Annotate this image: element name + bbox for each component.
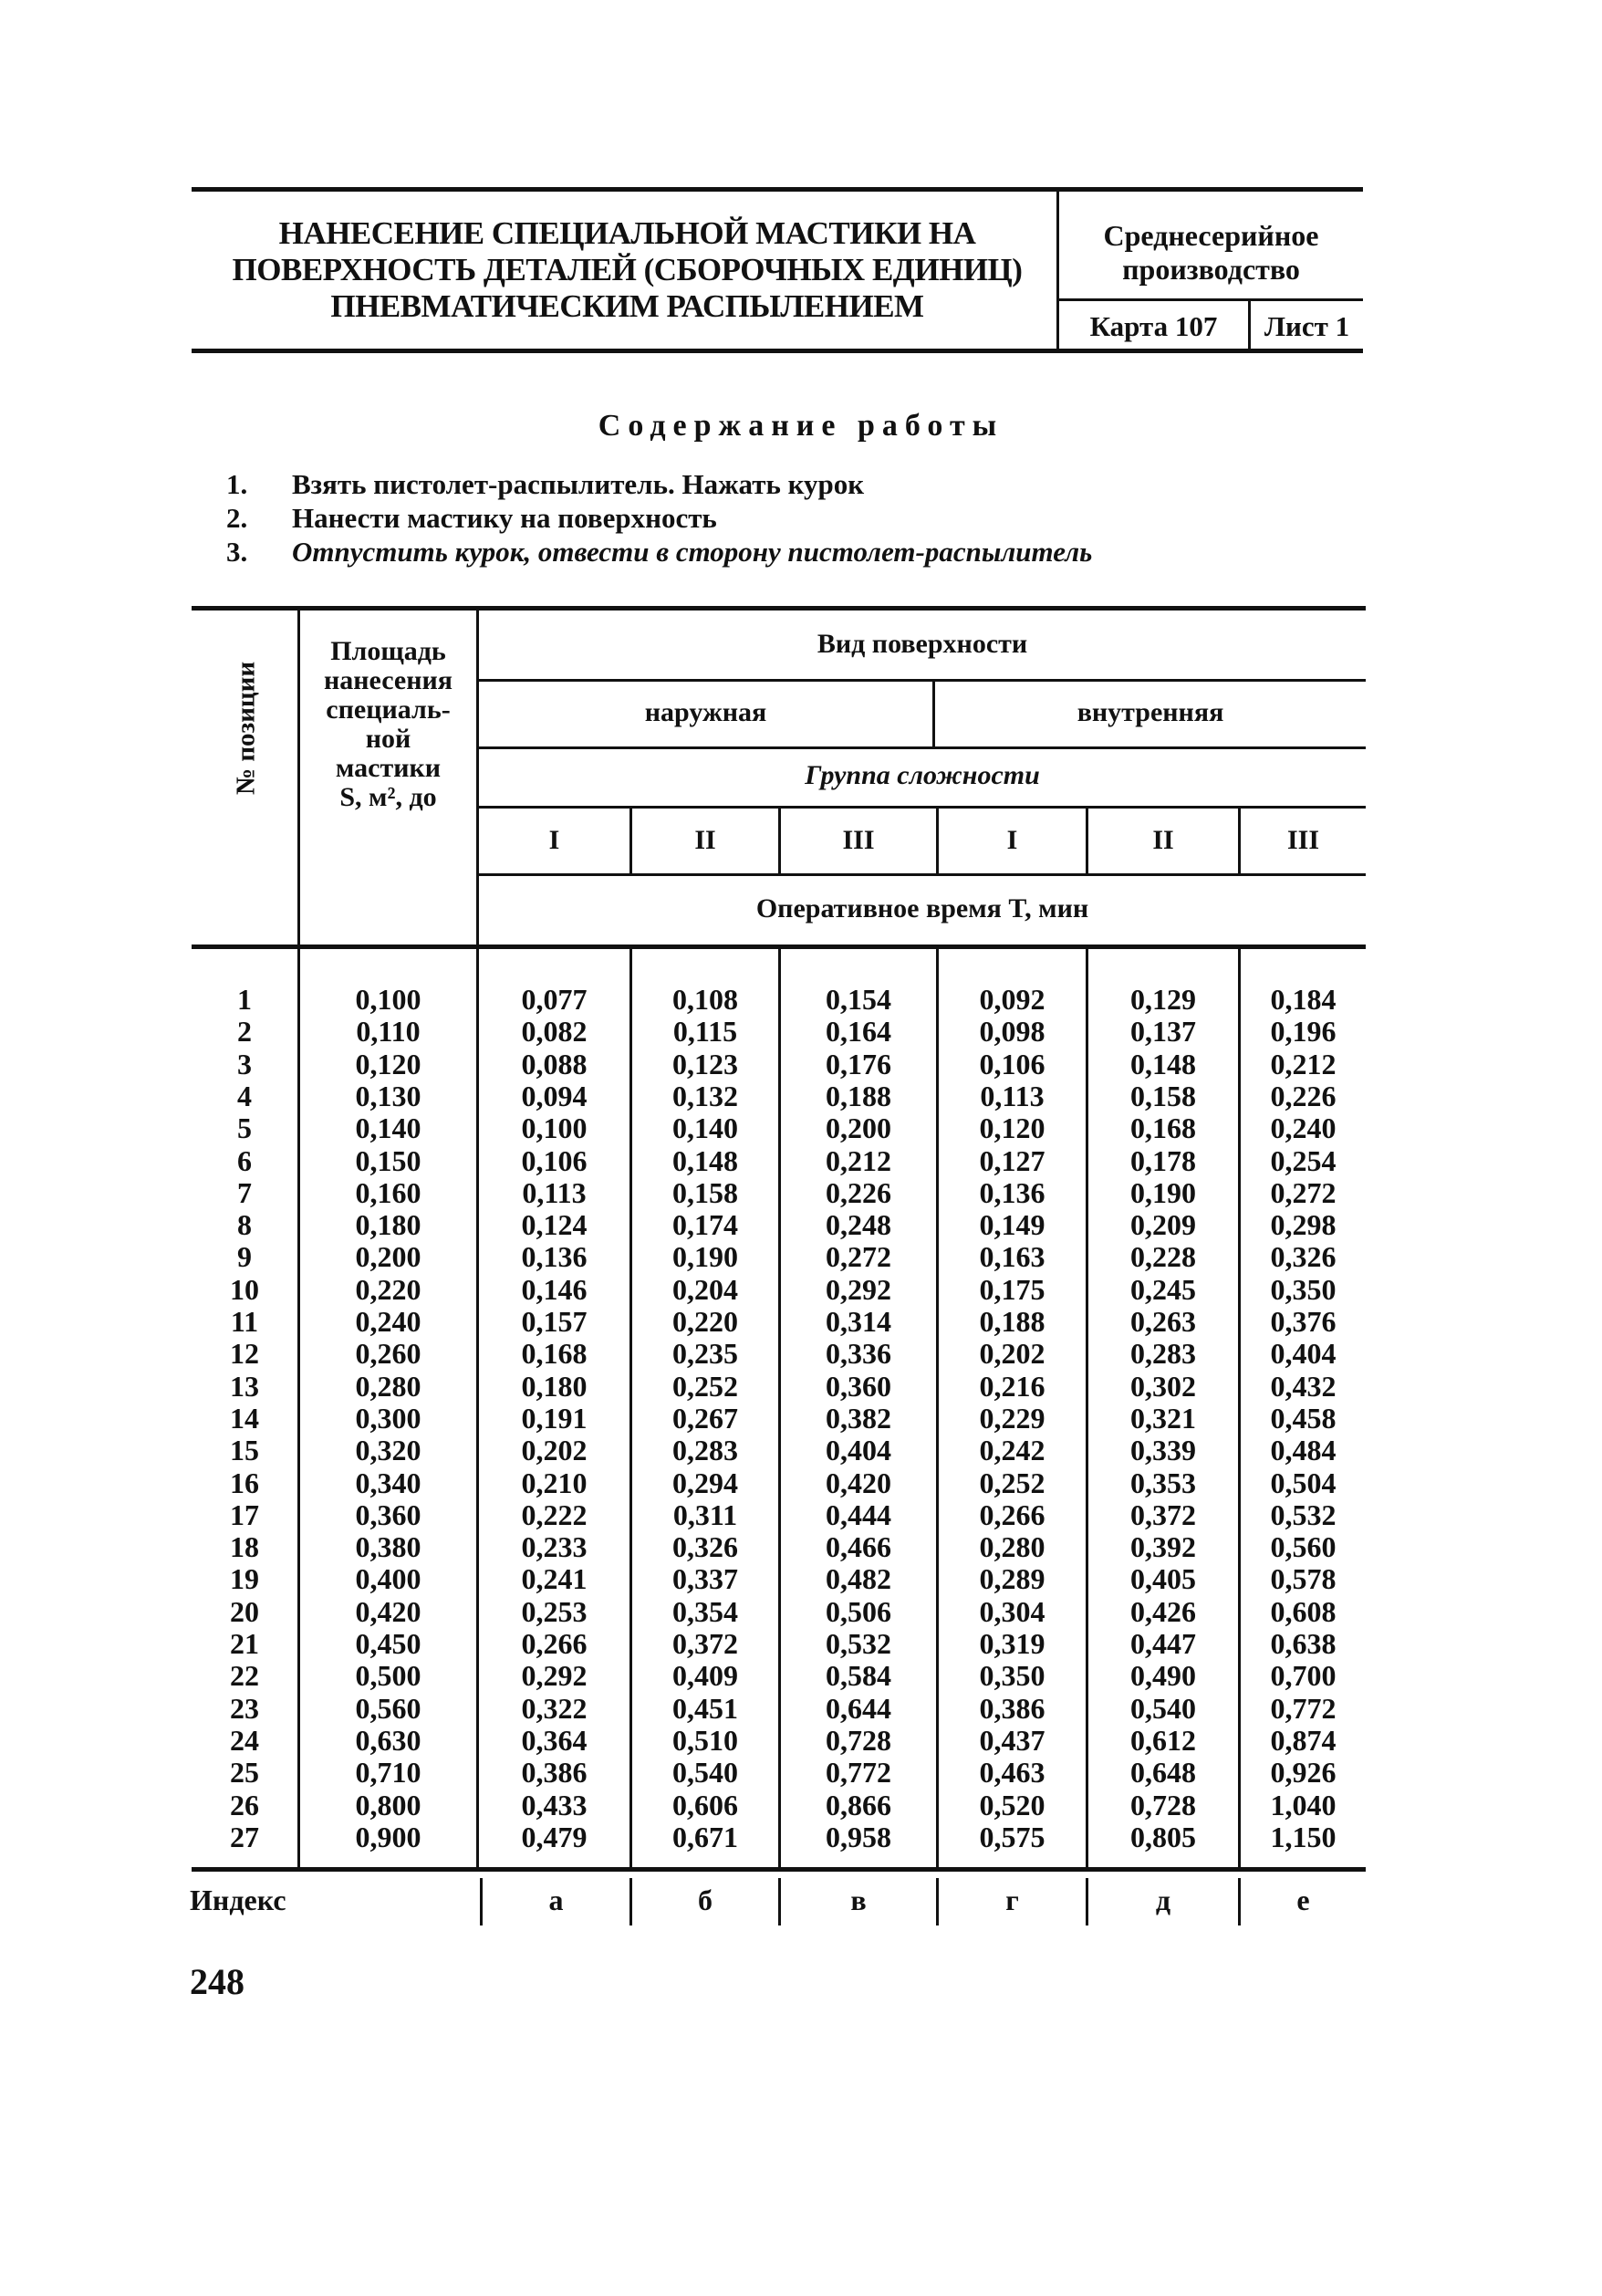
table-row — [0, 1049, 1602, 1080]
time-cell: 0,386 — [521, 1756, 588, 1790]
area-cell: 0,240 — [355, 1305, 421, 1338]
time-cell: 0,294 — [672, 1466, 738, 1499]
area-cell: 0,500 — [355, 1659, 421, 1693]
table-row — [0, 1080, 1602, 1112]
time-cell: 0,490 — [1130, 1659, 1196, 1693]
table-row — [0, 1660, 1602, 1692]
table-row — [0, 1757, 1602, 1789]
area-cell: 0,710 — [355, 1756, 421, 1790]
time-cell: 0,482 — [826, 1562, 891, 1596]
time-cell: 0,098 — [979, 1015, 1045, 1049]
area-header-line: Площадь — [330, 636, 446, 666]
time-cell: 0,164 — [826, 1015, 891, 1049]
time-cell: 0,700 — [1270, 1659, 1337, 1693]
position-header-text: № позиции — [231, 661, 261, 796]
position-cell: 22 — [230, 1659, 259, 1693]
time-cell: 0,216 — [979, 1369, 1045, 1403]
position-cell: 16 — [230, 1466, 259, 1499]
time-cell: 0,094 — [521, 1079, 588, 1112]
production-line: производство — [1122, 253, 1300, 286]
time-cell: 0,210 — [521, 1466, 588, 1499]
area-cell: 0,320 — [355, 1434, 421, 1467]
time-cell: 0,190 — [1130, 1175, 1196, 1209]
table-row — [0, 1177, 1602, 1209]
step-number: 1. — [226, 468, 248, 500]
time-cell: 0,202 — [979, 1337, 1045, 1371]
time-cell: 0,163 — [979, 1240, 1045, 1274]
index-cell: а — [548, 1884, 564, 1916]
table-row — [0, 1467, 1602, 1499]
position-cell: 19 — [230, 1562, 259, 1596]
time-cell: 0,728 — [1130, 1788, 1196, 1821]
time-cell: 0,148 — [1130, 1047, 1196, 1080]
index-cell: г — [1005, 1884, 1019, 1916]
area-cell: 0,160 — [355, 1175, 421, 1209]
area-cell: 0,110 — [356, 1015, 421, 1049]
time-cell: 0,266 — [979, 1498, 1045, 1531]
time-cell: 0,866 — [826, 1788, 891, 1821]
area-header-line: мастики — [335, 753, 442, 783]
time-cell: 0,235 — [672, 1337, 738, 1371]
time-cell: 0,113 — [522, 1175, 587, 1209]
table-row — [0, 1563, 1602, 1595]
time-cell: 0,451 — [672, 1691, 738, 1725]
time-cell: 0,263 — [1130, 1305, 1196, 1338]
area-cell: 0,100 — [355, 983, 421, 1016]
area-cell: 0,200 — [355, 1240, 421, 1274]
time-cell: 0,146 — [521, 1272, 588, 1306]
table-row — [0, 1403, 1602, 1435]
time-cell: 0,190 — [672, 1240, 738, 1274]
section-title: Содержание работы — [598, 409, 1004, 443]
time-cell: 0,137 — [1130, 1015, 1196, 1049]
page-number: 248 — [190, 1961, 244, 2002]
time-cell: 0,226 — [1270, 1079, 1337, 1112]
time-cell: 0,228 — [1130, 1240, 1196, 1274]
time-cell: 0,088 — [521, 1047, 588, 1080]
table-row — [0, 1821, 1602, 1853]
time-cell: 0,532 — [826, 1627, 891, 1660]
time-cell: 0,178 — [1130, 1143, 1196, 1177]
time-cell: 0,113 — [980, 1079, 1045, 1112]
time-cell: 0,386 — [979, 1691, 1045, 1725]
time-cell: 0,154 — [826, 983, 891, 1016]
time-cell: 0,926 — [1270, 1756, 1337, 1790]
area-cell: 0,400 — [355, 1562, 421, 1596]
time-cell: 0,364 — [521, 1723, 588, 1757]
time-cell: 0,644 — [826, 1691, 891, 1725]
time-cell: 0,202 — [521, 1434, 588, 1467]
time-cell: 0,322 — [521, 1691, 588, 1725]
time-cell: 0,149 — [979, 1208, 1045, 1242]
time-cell: 0,311 — [672, 1498, 738, 1531]
area-cell: 0,560 — [355, 1691, 421, 1725]
position-cell: 1 — [237, 983, 252, 1016]
position-cell: 14 — [230, 1401, 259, 1435]
time-cell: 0,212 — [826, 1143, 891, 1177]
outer-header: наружная — [644, 697, 767, 727]
position-cell: 12 — [230, 1337, 259, 1371]
header-rule — [476, 873, 1366, 876]
position-cell: 9 — [237, 1240, 252, 1274]
time-cell: 0,280 — [979, 1530, 1045, 1564]
time-cell: 0,272 — [1270, 1175, 1337, 1209]
position-cell: 26 — [230, 1788, 259, 1821]
time-cell: 0,188 — [979, 1305, 1045, 1338]
time-cell: 0,304 — [979, 1594, 1045, 1628]
time-cell: 0,404 — [826, 1434, 891, 1467]
table-row — [0, 1274, 1602, 1306]
area-cell: 0,120 — [355, 1047, 421, 1080]
area-cell: 0,180 — [355, 1208, 421, 1242]
position-cell: 27 — [230, 1820, 259, 1853]
time-cell: 0,292 — [826, 1272, 891, 1306]
time-cell: 0,248 — [826, 1208, 891, 1242]
area-cell: 0,220 — [355, 1272, 421, 1306]
time-cell: 0,123 — [672, 1047, 738, 1080]
table-row — [0, 1145, 1602, 1177]
position-cell: 10 — [230, 1272, 259, 1306]
time-cell: 0,092 — [979, 983, 1045, 1016]
time-cell: 0,638 — [1270, 1627, 1337, 1660]
time-cell: 0,958 — [826, 1820, 891, 1853]
position-cell: 24 — [230, 1723, 259, 1757]
time-cell: 0,124 — [521, 1208, 588, 1242]
table-row — [0, 1338, 1602, 1370]
time-cell: 0,504 — [1270, 1466, 1337, 1499]
time-cell: 0,168 — [1130, 1111, 1196, 1145]
position-cell: 20 — [230, 1594, 259, 1628]
time-cell: 0,283 — [672, 1434, 738, 1467]
time-cell: 0,272 — [826, 1240, 891, 1274]
area-cell: 0,900 — [355, 1820, 421, 1853]
area-cell: 0,420 — [355, 1594, 421, 1628]
position-cell: 4 — [237, 1079, 252, 1112]
area-cell: 0,340 — [355, 1466, 421, 1499]
time-cell: 0,100 — [521, 1111, 588, 1145]
area-cell: 0,300 — [355, 1401, 421, 1435]
table-row — [0, 1209, 1602, 1241]
time-cell: 0,540 — [1130, 1691, 1196, 1725]
position-cell: 2 — [237, 1015, 252, 1049]
time-cell: 0,350 — [1270, 1272, 1337, 1306]
time-cell: 0,129 — [1130, 983, 1196, 1016]
surface-type-header: Вид поверхности — [817, 629, 1028, 659]
time-cell: 0,608 — [1270, 1594, 1337, 1628]
table-row — [0, 1016, 1602, 1048]
time-cell: 0,772 — [826, 1756, 891, 1790]
title-line: ПНЕВМАТИЧЕСКИМ РАСПЫЛЕНИЕМ — [330, 288, 924, 324]
position-cell: 8 — [237, 1208, 252, 1242]
index-cell: е — [1296, 1884, 1310, 1916]
time-cell: 0,229 — [979, 1401, 1045, 1435]
title-line: НАНЕСЕНИЕ СПЕЦИАЛЬНОЙ МАСТИКИ НА — [278, 215, 976, 251]
time-cell: 0,204 — [672, 1272, 738, 1306]
time-cell: 0,447 — [1130, 1627, 1196, 1660]
time-cell: 0,874 — [1270, 1723, 1337, 1757]
time-cell: 0,728 — [826, 1723, 891, 1757]
table-row — [0, 1790, 1602, 1821]
header-rule — [476, 806, 1366, 809]
time-cell: 0,612 — [1130, 1723, 1196, 1757]
time-cell: 0,176 — [826, 1047, 891, 1080]
time-cell: 0,426 — [1130, 1594, 1196, 1628]
table-row — [0, 1435, 1602, 1466]
time-cell: 0,267 — [672, 1401, 738, 1435]
time-cell: 0,136 — [979, 1175, 1045, 1209]
area-cell: 0,150 — [355, 1143, 421, 1177]
production-line: Среднесерийное — [1103, 219, 1319, 252]
table-row — [0, 1499, 1602, 1531]
index-cell: в — [850, 1884, 867, 1916]
time-cell: 0,506 — [826, 1594, 891, 1628]
position-cell: 3 — [237, 1047, 252, 1080]
time-cell: 0,360 — [826, 1369, 891, 1403]
time-cell: 0,254 — [1270, 1143, 1337, 1177]
step-number: 3. — [226, 536, 248, 568]
group-header: III — [842, 825, 875, 855]
time-cell: 0,405 — [1130, 1562, 1196, 1596]
time-cell: 0,115 — [672, 1015, 738, 1049]
time-cell: 0,245 — [1130, 1272, 1196, 1306]
header-rule — [476, 746, 1366, 749]
table-bottom-rule — [192, 1867, 1366, 1872]
position-cell: 23 — [230, 1691, 259, 1725]
time-cell: 0,671 — [672, 1820, 738, 1853]
time-cell: 0,560 — [1270, 1530, 1337, 1564]
time-cell: 0,772 — [1270, 1691, 1337, 1725]
time-cell: 0,191 — [521, 1401, 588, 1435]
table-row — [0, 984, 1602, 1016]
time-cell: 0,184 — [1270, 983, 1337, 1016]
time-cell: 0,319 — [979, 1627, 1045, 1660]
time-cell: 0,140 — [672, 1111, 738, 1145]
table-row — [0, 1531, 1602, 1563]
time-cell: 0,326 — [1270, 1240, 1337, 1274]
time-cell: 0,350 — [979, 1659, 1045, 1693]
time-cell: 0,241 — [521, 1562, 588, 1596]
time-cell: 0,584 — [826, 1659, 891, 1693]
time-cell: 0,158 — [672, 1175, 738, 1209]
time-cell: 1,040 — [1270, 1788, 1337, 1821]
time-cell: 0,606 — [672, 1788, 738, 1821]
table-row — [0, 1596, 1602, 1628]
time-cell: 0,132 — [672, 1079, 738, 1112]
time-cell: 0,510 — [672, 1723, 738, 1757]
position-cell: 21 — [230, 1627, 259, 1660]
time-cell: 0,575 — [979, 1820, 1045, 1853]
group-header: III — [1286, 825, 1320, 855]
time-cell: 0,209 — [1130, 1208, 1196, 1242]
time-cell: 0,409 — [672, 1659, 738, 1693]
time-cell: 0,354 — [672, 1594, 738, 1628]
time-cell: 0,168 — [521, 1337, 588, 1371]
area-cell: 0,450 — [355, 1627, 421, 1660]
time-cell: 0,148 — [672, 1143, 738, 1177]
time-cell: 0,302 — [1130, 1369, 1196, 1403]
time-cell: 0,444 — [826, 1498, 891, 1531]
time-cell: 0,314 — [826, 1305, 891, 1338]
time-cell: 0,392 — [1130, 1530, 1196, 1564]
position-cell: 6 — [237, 1143, 252, 1177]
time-cell: 0,283 — [1130, 1337, 1196, 1371]
time-cell: 0,520 — [979, 1788, 1045, 1821]
step-text: Взять пистолет-распылитель. Нажать курок — [292, 468, 865, 500]
area-header-line: специаль- — [326, 694, 451, 725]
time-cell: 0,353 — [1130, 1466, 1196, 1499]
time-cell: 0,077 — [521, 983, 588, 1016]
time-cell: 0,106 — [521, 1143, 588, 1177]
time-cell: 0,174 — [672, 1208, 738, 1242]
time-cell: 0,196 — [1270, 1015, 1337, 1049]
group-header: I — [1006, 825, 1018, 855]
step-number: 2. — [226, 502, 248, 534]
time-cell: 0,240 — [1270, 1111, 1337, 1145]
step-text: Нанести мастику на поверхность — [292, 502, 717, 534]
time-cell: 0,484 — [1270, 1434, 1337, 1467]
time-cell: 0,437 — [979, 1723, 1045, 1757]
time-cell: 0,372 — [672, 1627, 738, 1660]
index-cell: б — [698, 1884, 713, 1916]
time-cell: 0,266 — [521, 1627, 588, 1660]
time-cell: 0,420 — [826, 1466, 891, 1499]
area-cell: 0,630 — [355, 1723, 421, 1757]
index-label: Индекс — [190, 1884, 286, 1916]
time-cell: 0,404 — [1270, 1337, 1337, 1371]
step-text: Отпустить курок, отвести в сторону пистолет-распылитель — [292, 536, 1093, 568]
time-cell: 0,188 — [826, 1079, 891, 1112]
time-cell: 0,106 — [979, 1047, 1045, 1080]
time-cell: 0,158 — [1130, 1079, 1196, 1112]
index-cell: д — [1155, 1884, 1171, 1916]
area-header-line: нанесения — [323, 665, 453, 695]
time-cell: 0,578 — [1270, 1562, 1337, 1596]
area-header-line: S, м², до — [339, 782, 437, 812]
position-cell: 5 — [237, 1111, 252, 1145]
time-cell: 0,805 — [1130, 1820, 1196, 1853]
time-cell: 0,212 — [1270, 1047, 1337, 1080]
title-line: ПОВЕРХНОСТЬ ДЕТАЛЕЙ (СБОРОЧНЫХ ЕДИНИЦ) — [232, 252, 1023, 287]
time-cell: 0,326 — [672, 1530, 738, 1564]
time-cell: 0,180 — [521, 1369, 588, 1403]
time-cell: 1,150 — [1270, 1820, 1337, 1853]
position-cell: 18 — [230, 1530, 259, 1564]
position-cell: 15 — [230, 1434, 259, 1467]
time-cell: 0,253 — [521, 1594, 588, 1628]
time-cell: 0,108 — [672, 983, 738, 1016]
table-top-rule — [192, 606, 1366, 611]
time-cell: 0,458 — [1270, 1401, 1337, 1435]
card-number: Карта 107 — [1089, 310, 1218, 342]
time-cell: 0,222 — [521, 1498, 588, 1531]
area-cell: 0,360 — [355, 1498, 421, 1531]
area-cell: 0,130 — [355, 1079, 421, 1112]
area-cell: 0,140 — [355, 1111, 421, 1145]
position-cell: 25 — [230, 1756, 259, 1790]
time-cell: 0,289 — [979, 1562, 1045, 1596]
time-cell: 0,372 — [1130, 1498, 1196, 1531]
time-cell: 0,432 — [1270, 1369, 1337, 1403]
area-cell: 0,260 — [355, 1337, 421, 1371]
time-cell: 0,321 — [1130, 1401, 1196, 1435]
time-cell: 0,648 — [1130, 1756, 1196, 1790]
time-cell: 0,175 — [979, 1272, 1045, 1306]
position-cell: 11 — [230, 1305, 259, 1338]
table-row — [0, 1371, 1602, 1403]
time-cell: 0,252 — [979, 1466, 1045, 1499]
position-cell: 7 — [237, 1175, 252, 1209]
group-header: II — [1152, 825, 1174, 855]
table-row — [0, 1306, 1602, 1338]
time-cell: 0,337 — [672, 1562, 738, 1596]
header-rule — [476, 679, 1366, 682]
time-cell: 0,382 — [826, 1401, 891, 1435]
time-cell: 0,463 — [979, 1756, 1045, 1790]
area-cell: 0,800 — [355, 1788, 421, 1821]
area-cell: 0,380 — [355, 1530, 421, 1564]
time-cell: 0,157 — [521, 1305, 588, 1338]
time-cell: 0,252 — [672, 1369, 738, 1403]
inner-header: внутренняя — [1077, 697, 1224, 727]
time-cell: 0,479 — [521, 1820, 588, 1853]
complexity-header: Группа сложности — [805, 760, 1040, 790]
table-row — [0, 1241, 1602, 1273]
table-row — [0, 1628, 1602, 1660]
position-cell: 17 — [230, 1498, 259, 1531]
area-header — [300, 637, 476, 812]
position-cell: 13 — [230, 1369, 259, 1403]
area-header-line: ной — [365, 724, 411, 754]
time-cell: 0,200 — [826, 1111, 891, 1145]
time-cell: 0,233 — [521, 1530, 588, 1564]
time-cell: 0,136 — [521, 1240, 588, 1274]
position-header — [223, 637, 270, 819]
time-cell: 0,466 — [826, 1530, 891, 1564]
time-cell: 0,082 — [521, 1015, 588, 1049]
time-cell: 0,292 — [521, 1659, 588, 1693]
time-cell: 0,339 — [1130, 1434, 1196, 1467]
time-cell: 0,540 — [672, 1756, 738, 1790]
table-row — [0, 1112, 1602, 1144]
time-cell: 0,120 — [979, 1111, 1045, 1145]
time-header: Оперативное время T, мин — [755, 893, 1089, 924]
time-cell: 0,226 — [826, 1175, 891, 1209]
time-cell: 0,336 — [826, 1337, 891, 1371]
time-cell: 0,220 — [672, 1305, 738, 1338]
table-row — [0, 1725, 1602, 1757]
group-header: II — [694, 825, 716, 855]
time-cell: 0,298 — [1270, 1208, 1337, 1242]
table-row — [0, 1693, 1602, 1725]
area-cell: 0,280 — [355, 1369, 421, 1403]
time-cell: 0,433 — [521, 1788, 588, 1821]
time-cell: 0,242 — [979, 1434, 1045, 1467]
group-header: I — [548, 825, 560, 855]
time-cell: 0,532 — [1270, 1498, 1337, 1531]
time-cell: 0,376 — [1270, 1305, 1337, 1338]
time-cell: 0,127 — [979, 1143, 1045, 1177]
sheet-number: Лист 1 — [1264, 310, 1350, 342]
